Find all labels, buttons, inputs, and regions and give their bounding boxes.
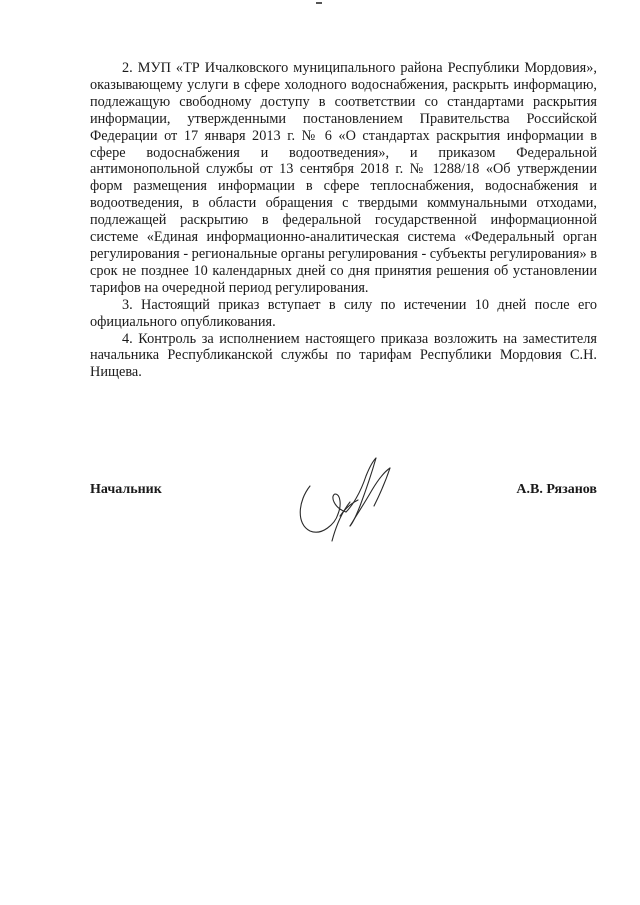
signature-block: [90, 478, 597, 588]
paragraph-4: 4. Контроль за исполнением настоящего приказа возложить на заместителя начальника Республиканской службы по тарифам Республики Мордовия С.Н. Нищева.: [90, 330, 597, 381]
handwritten-signature: [280, 446, 420, 556]
signatory-title: Начальник: [90, 482, 162, 497]
page-mark: [316, 2, 322, 4]
document-body: [90, 60, 597, 381]
paragraph-3: 3. Настоящий приказ вступает в силу по истечении 10 дней после его официального опубликования.: [90, 296, 597, 330]
paragraph-2: 2. МУП «ТР Ичалковского муниципального района Республики Мордовия», оказывающему услуги в сфере холодного водоснабжения, раскрыть информацию, подлежащую свободному доступу в соответствии со стандартами раскрытия информации, утвержденными постановлением Правительства Российской Федерации от 17 января 2013 г. № 6 «О стандартах раскрытия информации в сфере водоснабжения и водоотведения», и приказом Федеральной антимонопольной службы от 13 сентября 2018 г. № 1288/18 «Об утверждении форм размещения информации в сфере теплоснабжения, водоснабжения и водоотведения, в области обращения с твердыми коммунальными отходами, подлежащей раскрытию в федеральной государственной информационной системе «Единая информационно-аналитическая система «Федеральный орган регулирования - региональные органы регулирования - субъекты регулирования» в срок не позднее 10 календарных дней со дня принятия решения об установлении тарифов на очередной период регулирования.: [90, 60, 597, 296]
signatory-name: А.В. Рязанов: [516, 482, 597, 497]
